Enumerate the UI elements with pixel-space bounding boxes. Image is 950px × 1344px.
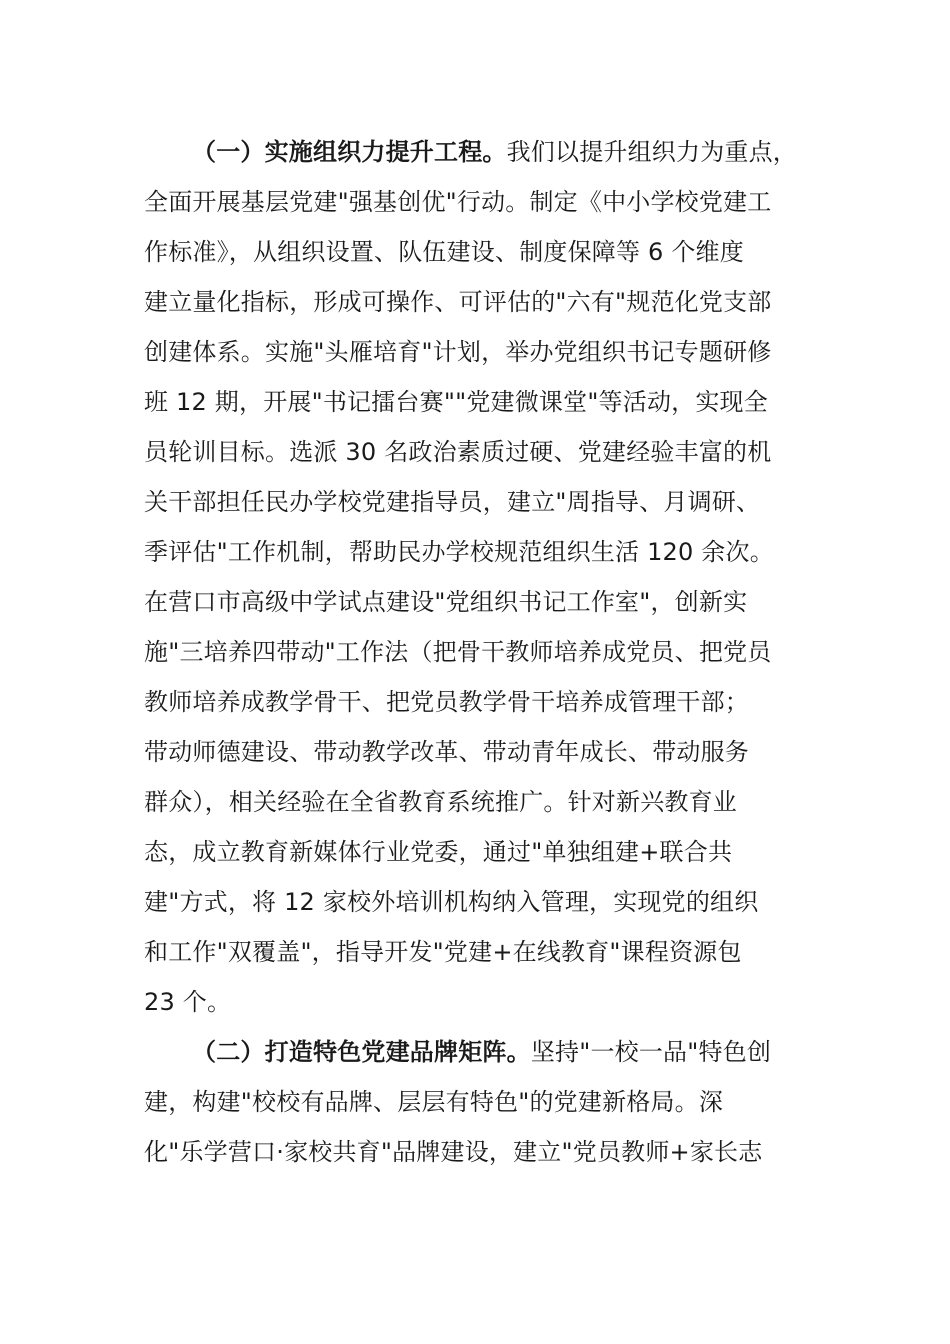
paragraph-1-line-10: 在营口市高级中学试点建设"党组织书记工作室"，创新实 [144, 588, 748, 616]
paragraph-2-line-1 [144, 1027, 824, 1077]
paragraph-1-line-15: 态，成立教育新媒体行业党委，通过"单独组建+联合共 [144, 838, 733, 866]
paragraph-1-line-5: 创建体系。实施"头雁培育"计划，举办党组织书记专题研修 [144, 338, 772, 366]
document-body [144, 127, 824, 1177]
section-heading-2: （二）打造特色党建品牌矩阵。 [192, 1038, 531, 1066]
paragraph-1-line-17: 和工作"双覆盖"，指导开发"党建+在线教育"课程资源包 [144, 938, 742, 966]
paragraph-1-line-3: 作标准》，从组织设置、队伍建设、制度保障等 6 个维度 [144, 238, 744, 266]
paragraph-1-line-4: 建立量化指标，形成可操作、可评估的"六有"规范化党支部 [144, 288, 772, 316]
paragraph-1-line-13: 带动师德建设、带动教学改革、带动青年成长、带动服务 [144, 738, 749, 766]
paragraph-1-line-6: 班 12 期，开展"书记擂台赛""党建微课堂"等活动，实现全 [144, 388, 768, 416]
paragraph-1-line-11: 施"三培养四带动"工作法（把骨干教师培养成党员、把党员 [144, 638, 772, 666]
paragraph-1-line-8: 关干部担任民办学校党建指导员，建立"周指导、月调研、 [144, 488, 761, 516]
paragraph-1-line-9: 季评估"工作机制，帮助民办学校规范组织生活 120 余次。 [144, 538, 774, 566]
paragraph-text: 坚持"一校一品"特色创 [530, 1038, 772, 1066]
paragraph-2-line-2: 建，构建"校校有品牌、层层有特色"的党建新格局。深 [144, 1088, 724, 1116]
paragraph-1-line-14: 群众），相关经验在全省教育系统推广。针对新兴教育业 [144, 788, 737, 816]
paragraph-1-line-2: 全面开展基层党建"强基创优"行动。制定《中小学校党建工 [144, 188, 772, 216]
paragraph-1-line-16: 建"方式，将 12 家校外培训机构纳入管理，实现党的组织 [144, 888, 759, 916]
paragraph-1-line-12: 教师培养成教学骨干、把党员教学骨干培养成管理干部； [144, 688, 749, 716]
section-heading-1: （一）实施组织力提升工程。 [192, 138, 507, 166]
paragraph-1-line-18: 23 个。 [144, 988, 232, 1016]
paragraph-text: 我们以提升组织力为重点， [506, 138, 798, 166]
paragraph-2-line-3: 化"乐学营口·家校共育"品牌建设，建立"党员教师+家长志 [144, 1138, 763, 1166]
paragraph-1-line-1 [144, 127, 824, 177]
paragraph-1-line-7: 员轮训目标。选派 30 名政治素质过硬、党建经验丰富的机 [144, 438, 772, 466]
